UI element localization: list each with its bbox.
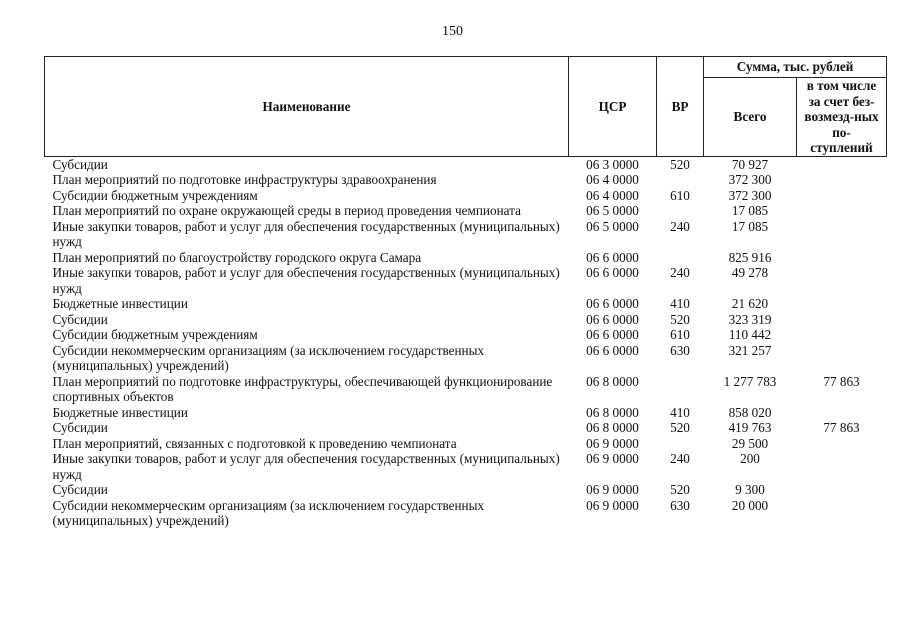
table-body <box>45 156 887 529</box>
cell-free <box>797 265 887 296</box>
cell-vr <box>657 374 704 405</box>
cell-name: План мероприятий по подготовке инфраструктуры, обеспечивающей функционирование спортивных объектов <box>52 373 553 404</box>
table-row <box>45 343 887 374</box>
table-row <box>45 405 887 421</box>
table-row <box>45 374 887 405</box>
table-row <box>45 219 887 250</box>
table-row <box>45 482 887 498</box>
table-row <box>45 188 887 204</box>
cell-free: 77 863 <box>823 420 860 435</box>
cell-csr: 06 5 0000 <box>586 203 639 218</box>
cell-csr: 06 8 0000 <box>586 420 639 435</box>
table-row <box>45 312 887 328</box>
cell-csr: 06 9 0000 <box>586 435 639 451</box>
cell-total: 9 300 <box>735 482 765 497</box>
table-row <box>45 250 887 266</box>
table-row <box>45 420 887 436</box>
table-row <box>45 203 887 219</box>
cell-vr: 610 <box>670 187 690 203</box>
cell-csr: 06 9 0000 <box>586 451 639 466</box>
cell-name: План мероприятий, связанных с подготовкой к проведению чемпионата <box>52 435 457 451</box>
cell-total: 372 300 <box>728 187 772 203</box>
cell-free <box>797 343 887 374</box>
cell-total: 70 927 <box>731 156 769 172</box>
cell-csr: 06 6 0000 <box>586 265 639 280</box>
cell-total: 419 763 <box>728 420 772 435</box>
cell-free <box>797 327 887 343</box>
table-row <box>45 172 887 188</box>
cell-vr: 410 <box>670 296 690 311</box>
cell-name: Субсидии некоммерческим организациям (за исключением государственных (муниципальных) учреждений) <box>52 497 485 528</box>
cell-name: План мероприятий по подготовке инфраструктуры здравоохранения <box>52 172 437 187</box>
cell-csr: 06 3 0000 <box>586 156 639 172</box>
cell-free <box>797 219 887 250</box>
table-row <box>45 451 887 482</box>
cell-total: 21 620 <box>731 296 769 311</box>
cell-total: 49 278 <box>731 265 769 280</box>
cell-total: 17 085 <box>731 218 769 234</box>
cell-vr: 410 <box>670 404 690 420</box>
cell-free <box>797 312 887 328</box>
header-total: Всего <box>704 78 797 157</box>
cell-free <box>797 296 887 312</box>
cell-name: Бюджетные инвестиции <box>52 296 188 311</box>
table-row <box>45 296 887 312</box>
cell-csr: 06 9 0000 <box>586 497 639 513</box>
header-free-receipts-text: в том числе за счет без-возмезд-ных по-ступлений <box>804 78 879 155</box>
table-row <box>45 265 887 296</box>
cell-free <box>797 250 887 266</box>
cell-total: 110 442 <box>728 327 772 342</box>
cell-total: 825 916 <box>728 249 772 265</box>
cell-free <box>797 172 887 188</box>
cell-free <box>797 156 887 172</box>
cell-name: Иные закупки товаров, работ и услуг для обеспечения государственных (муниципальных) нужд <box>52 451 560 482</box>
header-sum-group: Сумма, тыс. рублей <box>704 57 887 78</box>
cell-name: План мероприятий по охране окружающей среды в период проведения чемпионата <box>52 203 521 218</box>
cell-name: Субсидии некоммерческим организациям (за исключением государственных (муниципальных) учреждений) <box>52 342 485 373</box>
cell-total: 1 277 783 <box>723 373 777 389</box>
cell-vr: 630 <box>670 497 690 513</box>
cell-csr: 06 6 0000 <box>586 249 639 265</box>
cell-vr: 520 <box>670 420 690 435</box>
budget-table <box>44 56 887 529</box>
cell-name: Субсидии <box>52 311 108 327</box>
cell-csr: 06 8 0000 <box>586 373 639 389</box>
cell-total: 321 257 <box>728 342 772 358</box>
cell-vr: 610 <box>670 327 690 342</box>
cell-csr: 06 6 0000 <box>586 311 639 327</box>
cell-total: 29 500 <box>731 435 769 451</box>
cell-csr: 06 6 0000 <box>586 342 639 358</box>
cell-free <box>797 451 887 482</box>
cell-vr <box>657 172 704 188</box>
cell-csr: 06 8 0000 <box>586 404 639 420</box>
header-free-receipts <box>797 78 887 157</box>
header-name: Наименование <box>45 57 569 157</box>
cell-vr: 240 <box>670 451 690 466</box>
cell-name: Субсидии <box>52 420 108 435</box>
cell-name: План мероприятий по благоустройству городского округа Самара <box>52 249 422 265</box>
cell-csr: 06 5 0000 <box>586 218 639 234</box>
cell-free <box>797 436 887 452</box>
cell-vr <box>657 203 704 219</box>
cell-vr: 520 <box>670 311 690 327</box>
cell-free <box>797 482 887 498</box>
table-row <box>45 327 887 343</box>
header-csr: ЦСР <box>569 57 657 157</box>
cell-vr: 240 <box>670 218 690 234</box>
cell-csr: 06 4 0000 <box>586 172 639 187</box>
cell-csr: 06 6 0000 <box>586 327 639 342</box>
cell-csr: 06 4 0000 <box>586 187 639 203</box>
cell-name: Иные закупки товаров, работ и услуг для обеспечения государственных (муниципальных) нужд <box>52 218 560 249</box>
cell-vr <box>657 436 704 452</box>
cell-csr: 06 6 0000 <box>586 296 639 311</box>
cell-vr: 520 <box>670 156 690 172</box>
cell-free <box>797 405 887 421</box>
header-vr: ВР <box>657 57 704 157</box>
cell-vr: 240 <box>670 265 690 280</box>
cell-name: Бюджетные инвестиции <box>52 404 188 420</box>
cell-name: Субсидии <box>52 482 108 497</box>
cell-vr <box>657 250 704 266</box>
cell-name: Субсидии <box>52 156 108 172</box>
cell-name: Субсидии бюджетным учреждениям <box>52 327 258 342</box>
cell-vr: 630 <box>670 342 690 358</box>
table-row <box>45 156 887 172</box>
cell-total: 858 020 <box>728 404 772 420</box>
cell-free <box>797 188 887 204</box>
cell-total: 200 <box>740 451 760 466</box>
table-header <box>45 57 887 157</box>
cell-total: 323 319 <box>728 311 772 327</box>
cell-free <box>797 203 887 219</box>
cell-total: 17 085 <box>731 203 769 218</box>
page-number: 150 <box>442 24 463 39</box>
cell-total: 372 300 <box>728 172 772 187</box>
cell-free: 77 863 <box>823 373 860 389</box>
cell-vr: 520 <box>670 482 690 497</box>
table-row <box>45 436 887 452</box>
cell-name: Иные закупки товаров, работ и услуг для обеспечения государственных (муниципальных) нужд <box>52 265 560 296</box>
table-row <box>45 498 887 529</box>
cell-csr: 06 9 0000 <box>586 482 639 497</box>
cell-name: Субсидии бюджетным учреждениям <box>52 187 258 203</box>
cell-total: 20 000 <box>731 497 769 513</box>
cell-free <box>797 498 887 529</box>
